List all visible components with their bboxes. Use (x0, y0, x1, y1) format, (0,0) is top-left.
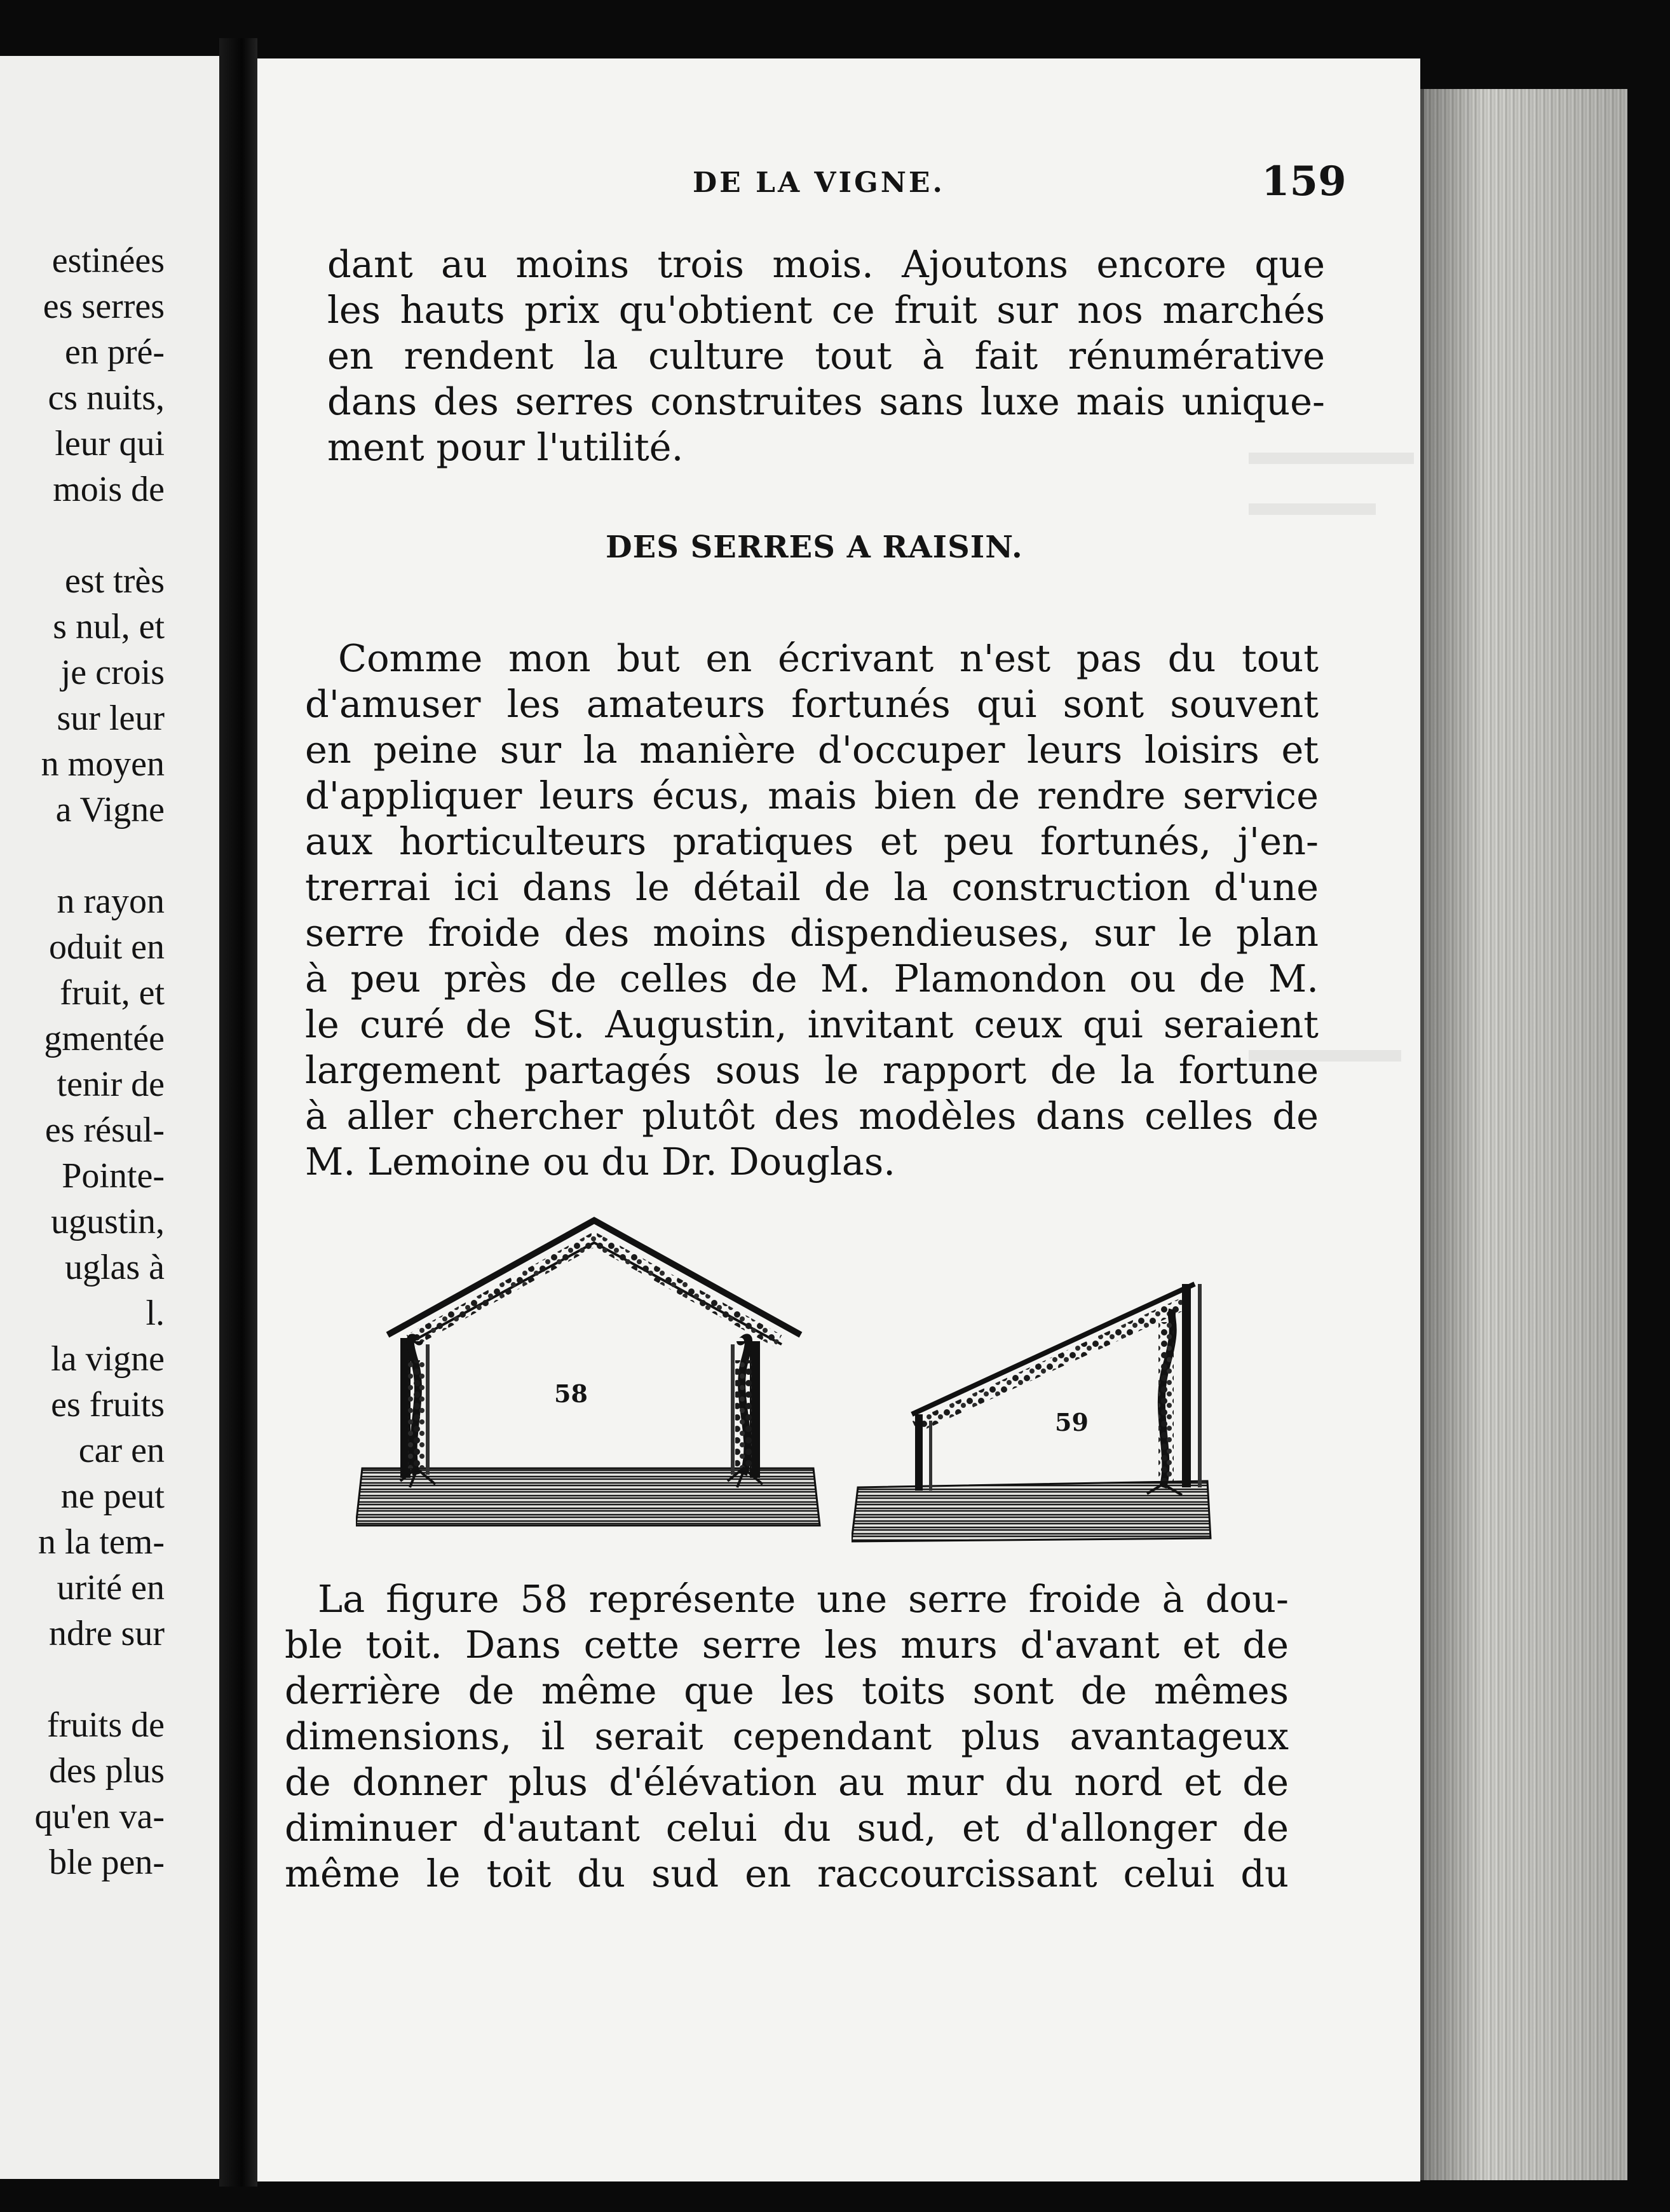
figure-58-double-roof-greenhouse (356, 1208, 826, 1551)
paragraph-1 (327, 242, 1325, 470)
text-line: d'appliquer leurs écus, mais bien de rendre service (305, 774, 1319, 817)
text-line: dans des serres construites sans luxe mais unique- (327, 379, 1325, 423)
text-line: à peu près de celles de M. Plamondon ou de M. (305, 957, 1319, 1000)
facing-page-text-line: n moyen (41, 744, 165, 784)
facing-page-text-line: es serres (43, 287, 165, 326)
facing-page-text-line: est très (64, 561, 165, 601)
text-line: derrière de même que les toits sont de mêmes (285, 1669, 1289, 1712)
facing-page-text-line: n rayon (57, 882, 165, 921)
facing-page-text-line: ne peut (60, 1477, 165, 1516)
figure-58-label: 58 (554, 1379, 588, 1408)
facing-page-text-line: oduit en (49, 927, 165, 967)
text-line: dimensions, il serait cependant plus avantageux (285, 1714, 1289, 1758)
text-line: aux horticulteurs pratiques et peu fortunés, j'en- (305, 819, 1319, 863)
text-line: le curé de St. Augustin, invitant ceux qui seraient (305, 1002, 1319, 1046)
section-heading: DES SERRES A RAISIN. (606, 529, 1023, 565)
book-gutter (219, 38, 257, 2187)
text-line: de donner plus d'élévation au mur du nord et de (285, 1760, 1289, 1804)
text-line: dant au moins trois mois. Ajoutons encore que (327, 242, 1325, 286)
facing-page-text-line: s nul, et (53, 607, 165, 646)
facing-page-text-line: ble pen- (49, 1843, 165, 1882)
figure-58-drawing (356, 1208, 826, 1551)
facing-page-text-line: uglas à (64, 1248, 165, 1287)
facing-page-text-line: estinées (51, 241, 165, 280)
text-line: d'amuser les amateurs fortunés qui sont souvent (305, 682, 1319, 726)
facing-page-text-line: en pré- (64, 332, 165, 372)
text-line: en rendent la culture tout à fait rénumérative (327, 334, 1325, 378)
paragraph-2 (305, 636, 1319, 1185)
facing-page-text-line: sur leur (57, 699, 165, 738)
text-line: trerrai ici dans le détail de la construction d'une (305, 865, 1319, 909)
text-line: même le toit du sud en raccourcissant celui du (285, 1852, 1289, 1895)
page-edges (1420, 89, 1627, 2180)
facing-page-text-line: gmentée (44, 1019, 165, 1058)
facing-page-text-line: ugustin, (51, 1202, 165, 1241)
facing-page-text-line: la vigne (51, 1339, 165, 1379)
text-line: La figure 58 représente une serre froide à dou- (318, 1577, 1289, 1621)
facing-page-text-line: je crois (60, 653, 165, 692)
facing-page (0, 56, 219, 2179)
facing-page-text-line: urité en (57, 1568, 165, 1608)
facing-page-text-line: tenir de (57, 1065, 165, 1104)
figure-59-drawing (852, 1271, 1214, 1551)
facing-page-text-line: es fruits (51, 1385, 165, 1424)
figure-59-lean-to-greenhouse (852, 1271, 1214, 1551)
facing-page-text-line: Pointe- (62, 1156, 165, 1196)
text-line: Comme mon but en écrivant n'est pas du tout (338, 636, 1319, 680)
facing-page-text-line: l. (146, 1294, 165, 1333)
facing-page-text-line: n la tem- (37, 1522, 165, 1562)
text-line: les hauts prix qu'obtient ce fruit sur nos marchés (327, 288, 1325, 332)
text-line: à aller chercher plutôt des modèles dans celles de (305, 1094, 1319, 1138)
text-line: ment pour l'utilité. (327, 425, 684, 469)
text-line: M. Lemoine ou du Dr. Douglas. (305, 1140, 896, 1184)
page-number: 159 (1261, 158, 1347, 205)
show-through-mark (1249, 503, 1376, 515)
facing-page-text-line: a Vigne (55, 790, 165, 830)
text-line: ble toit. Dans cette serre les murs d'avant et de (285, 1623, 1289, 1667)
facing-page-text-line: fruit, et (60, 973, 165, 1013)
facing-page-text-line: des plus (49, 1751, 165, 1791)
facing-page-text-line: qu'en va- (34, 1797, 165, 1836)
facing-page-text-line: cs nuits, (48, 378, 165, 418)
figure-59-label: 59 (1055, 1408, 1089, 1437)
facing-page-text-line: car en (78, 1431, 165, 1470)
text-line: diminuer d'autant celui du sud, et d'allonger de (285, 1806, 1289, 1850)
facing-page-text-line: fruits de (46, 1705, 165, 1745)
text-line: serre froide des moins dispendieuses, sur le plan (305, 911, 1319, 955)
text-line: en peine sur la manière d'occuper leurs loisirs et (305, 728, 1319, 772)
text-line: largement partagés sous le rapport de la fortune (305, 1048, 1319, 1092)
running-title: DE LA VIGNE. (693, 167, 945, 199)
facing-page-text-line: leur qui (55, 424, 165, 463)
facing-page-text-line: ndre sur (49, 1614, 165, 1653)
paragraph-3 (285, 1576, 1289, 1897)
facing-page-text-line: es résul- (44, 1110, 165, 1150)
facing-page-text-line: mois de (53, 470, 165, 509)
